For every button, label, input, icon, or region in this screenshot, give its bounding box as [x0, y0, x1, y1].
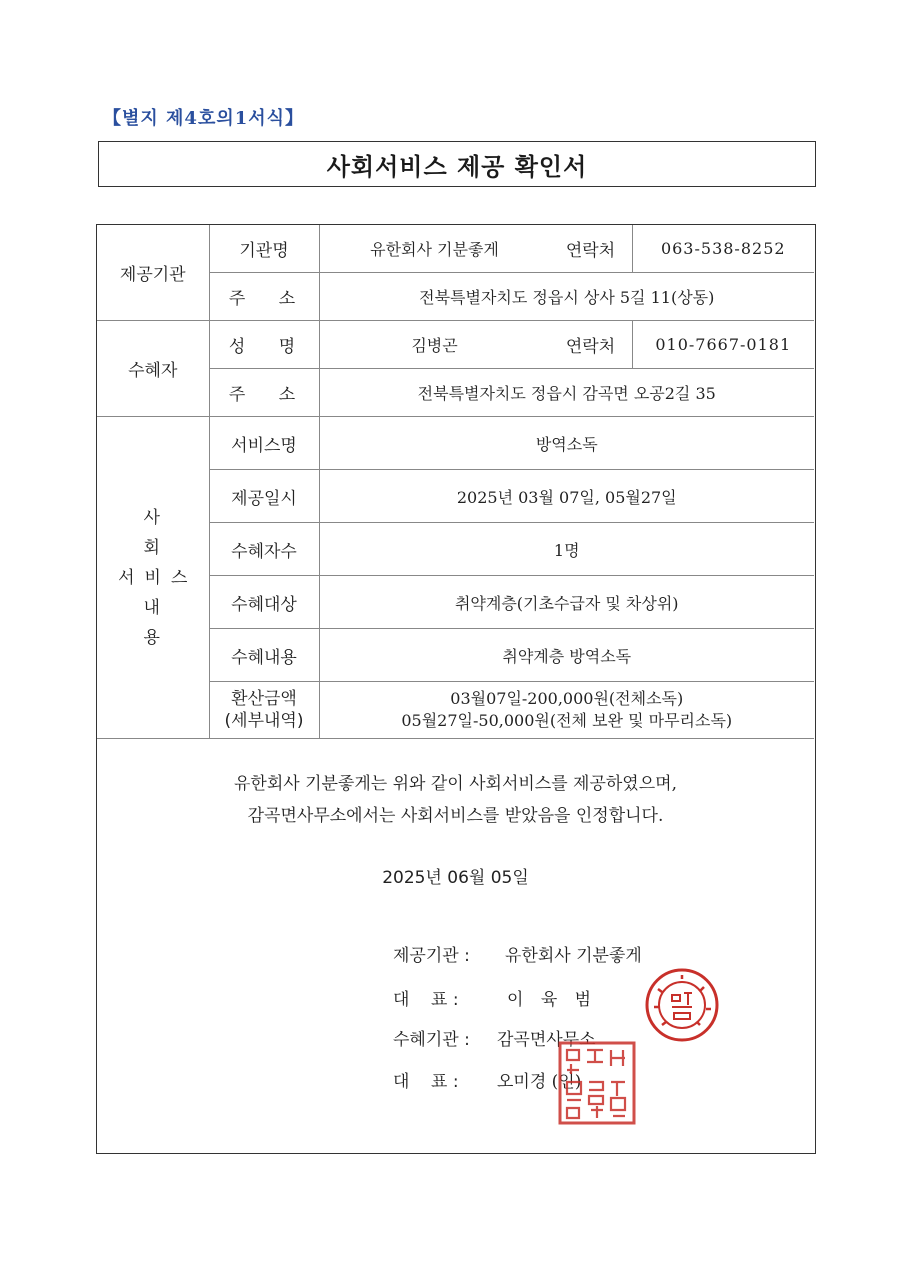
service-label-1: 제공일시	[209, 470, 319, 523]
service-value-0: 방역소독	[319, 417, 814, 470]
provider-category: 제공기관	[97, 225, 209, 321]
amount-label-line1: 환산금액	[231, 689, 297, 709]
provider-address-label: 주 소	[209, 273, 319, 321]
recipient-contact: 010-7667-0181	[655, 335, 792, 354]
provider-row-name	[97, 225, 814, 273]
provider-seal-icon	[644, 967, 720, 1043]
provider-name-cell	[319, 225, 814, 273]
recipient-row-name	[97, 321, 814, 369]
amount-line2: 05월27일-50,000원(전체 보완 및 마무리소독)	[401, 711, 733, 730]
provider-contact-label: 연락처	[550, 225, 633, 272]
service-label-3: 수혜대상	[209, 576, 319, 629]
amount-line1: 03월07일-200,000원(전체소독)	[450, 689, 684, 708]
provider-rep-label: 대 표 :	[393, 990, 459, 1010]
provider-name-label: 기관명	[209, 225, 319, 273]
recipient-address: 전북특별자치도 정읍시 감곡면 오공2길 35	[319, 369, 814, 417]
info-table	[97, 225, 814, 739]
recipient-sig-label: 수혜기관 :	[393, 1030, 470, 1050]
recipient-name-cell	[319, 321, 814, 369]
recipient-sig-name: 감곡면사무소	[497, 1030, 596, 1050]
service-value-3: 취약계층(기초수급자 및 차상위)	[319, 576, 814, 629]
statement-line1: 유한회사 기분좋게는 위와 같이 사회서비스를 제공하였으며,	[234, 774, 677, 794]
service-value-4: 취약계층 방역소독	[319, 629, 814, 682]
service-category-line1: 사 회	[143, 507, 186, 558]
form-number-tag: 【별지 제4호의1서식】	[103, 108, 305, 129]
service-category-line2: 서비스	[118, 567, 198, 588]
provider-contact: 063-538-8252	[660, 239, 786, 258]
provider-sig-label: 제공기관 :	[393, 946, 470, 966]
recipient-rep-name: 오미경 (인)	[497, 1072, 582, 1092]
recipient-contact-label: 연락처	[550, 321, 633, 368]
provider-address: 전북특별자치도 정읍시 상사 5길 11(상동)	[319, 273, 814, 321]
amount-label	[209, 682, 319, 739]
recipient-name: 김병곤	[411, 336, 458, 355]
service-label-4: 수혜내용	[209, 629, 319, 682]
amount-label-line2: (세부내역)	[224, 711, 304, 731]
service-label-0: 서비스명	[209, 417, 319, 470]
provider-name: 유한회사 기분좋게	[370, 240, 499, 259]
recipient-seal-icon	[557, 1040, 637, 1126]
service-value-2: 1명	[319, 523, 814, 576]
recipient-category: 수혜자	[97, 321, 209, 417]
provider-sig-name: 유한회사 기분좋게	[505, 946, 642, 966]
statement-line2: 감곡면사무소에서는 사회서비스를 받았음을 인정합니다.	[247, 806, 664, 826]
service-row	[97, 417, 814, 470]
provider-rep-name: 이 육 범	[507, 990, 598, 1010]
service-value-1: 2025년 03월 07일, 05월27일	[319, 470, 814, 523]
statement-date: 2025년 06월 05일	[382, 868, 529, 888]
recipient-name-label: 성 명	[209, 321, 319, 369]
recipient-rep-label: 대 표 :	[393, 1072, 459, 1092]
service-category-line3: 내 용	[143, 597, 186, 648]
document-title-box	[98, 141, 816, 187]
document-title: 사회서비스 제공 확인서	[326, 152, 588, 181]
recipient-address-label: 주 소	[209, 369, 319, 417]
amount-detail	[319, 682, 814, 739]
service-category	[97, 417, 209, 739]
service-label-2: 수혜자수	[209, 523, 319, 576]
